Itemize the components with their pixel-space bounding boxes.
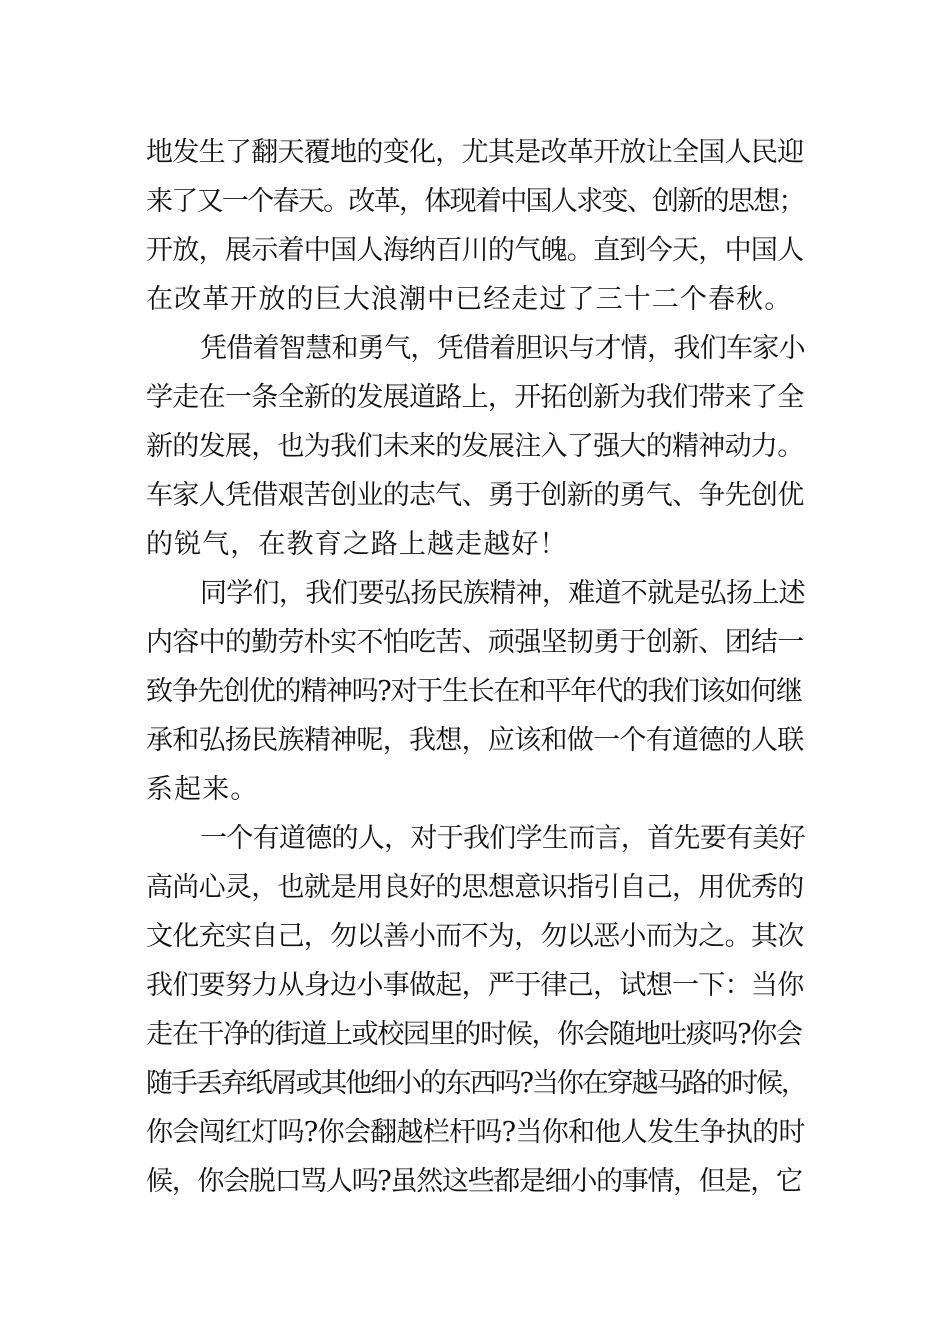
text-line: 开放，展示着中国人海纳百川的气魄。直到今天，中国人 (146, 235, 804, 266)
text-line: 你会闯红灯吗?你会翻越栏杆吗?当你和他人发生争执的时 (146, 1117, 805, 1148)
text-line: 致争先创优的精神吗?对于生长在和平年代的我们该如何继 (146, 676, 802, 707)
text-line: 随手丢弃纸屑或其他细小的东西吗?当你在穿越马路的时候， (146, 1068, 806, 1099)
text-line: 学走在一条全新的发展道路上，开拓创新为我们带来了全 (146, 382, 804, 413)
text-line: 系起来。 (146, 774, 259, 805)
text-line: 我们要努力从身边小事做起，严于律己，试想一下：当你 (146, 970, 804, 1001)
text-line: 在改革开放的巨大浪潮中已经走过了三十二个春秋。 (146, 284, 793, 315)
text-line: 承和弘扬民族精神呢，我想，应该和做一个有道德的人联 (146, 725, 804, 756)
document-body (146, 128, 806, 1206)
text-line: 内容中的勤劳朴实不怕吃苦、顽强坚韧勇于创新、团结一 (146, 627, 804, 658)
text-line: 新的发展，也为我们未来的发展注入了强大的精神动力。 (146, 431, 804, 462)
text-line: 高尚心灵，也就是用良好的思想意识指引自己，用优秀的 (146, 872, 804, 903)
text-line: 的锐气，在教育之路上越走越好！ (146, 529, 568, 560)
text-line: 来了又一个春天。改革，体现着中国人求变、创新的思想； (146, 186, 804, 217)
text-line: 地发生了翻天覆地的变化，尤其是改革开放让全国人民迎 (146, 137, 804, 168)
text-line: 走在干净的街道上或校园里的时候，你会随地吐痰吗?你会 (146, 1019, 802, 1050)
text-line: 文化充实自己，勿以善小而不为，勿以恶小而为之。其次 (146, 921, 804, 952)
text-line: 同学们，我们要弘扬民族精神，难道不就是弘扬上述 (200, 578, 805, 609)
text-line: 一个有道德的人，对于我们学生而言，首先要有美好 (200, 823, 805, 854)
text-line: 凭借着智慧和勇气，凭借着胆识与才情，我们车家小 (200, 333, 805, 364)
text-line: 车家人凭借艰苦创业的志气、勇于创新的勇气、争先创优 (146, 480, 804, 511)
text-line: 候，你会脱口骂人吗?虽然这些都是细小的事情，但是，它 (146, 1166, 802, 1197)
